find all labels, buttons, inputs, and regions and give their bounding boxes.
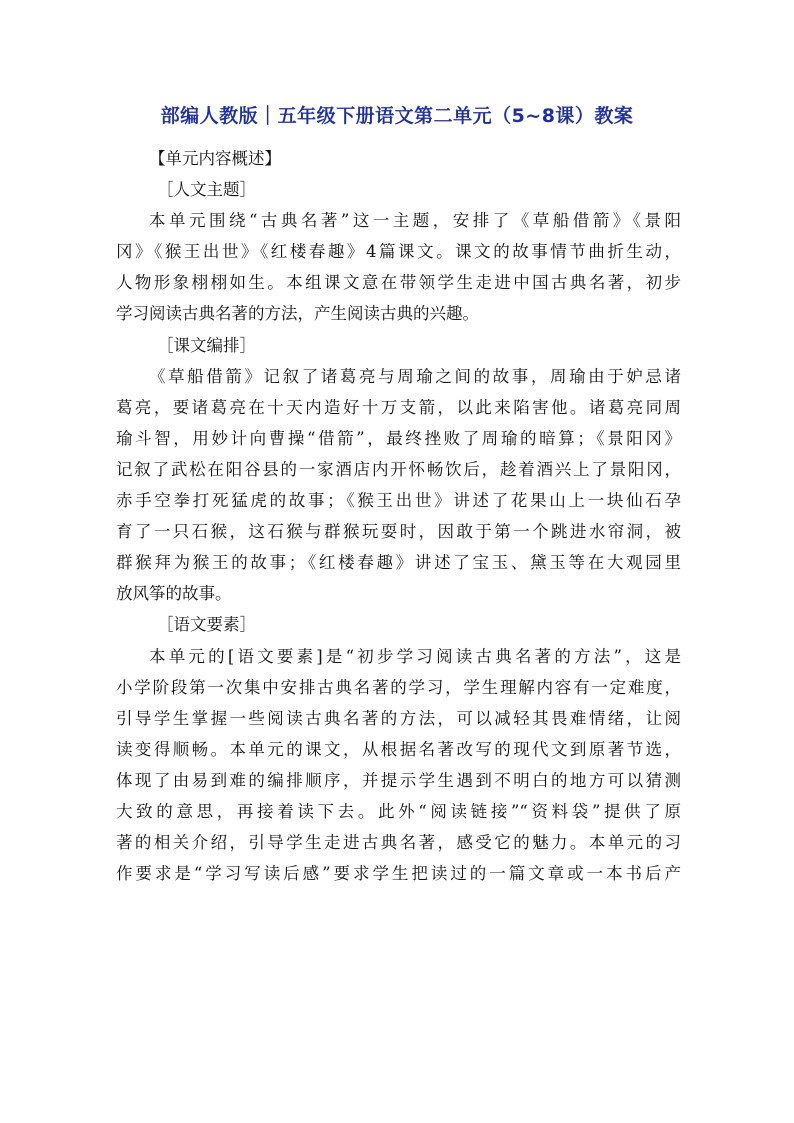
paragraph-line: 小学阶段第一次集中安排古典名著的学习，学生理解内容有一定难度， [116,677,681,697]
paragraph-line: 本单元围绕“古典名著”这一主题，安排了《草船借箭》《景阳 [149,211,681,231]
document-title: 部编人教版｜五年级下册语文第二单元（5~8课）教案 [160,105,634,127]
paragraph-line: 著的相关介绍，引导学生走进古典名著，感受它的魅力。本单元的习 [116,833,681,853]
paragraph-line: 记叙了武松在阳谷县的一家酒店内开怀畅饮后，趁着酒兴上了景阳冈， [116,459,681,479]
paragraph-line: 体现了由易到难的编排顺序，并提示学生遇到不明白的地方可以猜测 [116,770,681,790]
paragraph-line: 学习阅读古典名著的方法，产生阅读古典的兴趣。 [116,304,479,324]
paragraph-line: 人物形象栩栩如生。本组课文意在带领学生走进中国古典名著，初步 [116,273,681,293]
paragraph-line: 大致的意思，再接着读下去。此外“阅读链接”“资料袋”提供了原 [116,801,681,821]
document-body [116,143,681,889]
paragraph-line: 《草船借箭》记叙了诸葛亮与周瑜之间的故事，周瑜由于妒忌诸 [149,366,681,386]
paragraph-line: 引导学生掌握一些阅读古典名著的方法，可以减轻其畏难情绪，让阅 [116,708,681,728]
paragraph-line: 育了一只石猴，这石猴与群猴玩耍时，因敢于第一个跳进水帘洞，被 [116,522,681,542]
paragraph-line: 瑜斗智，用妙计向曹操“借箭”，最终挫败了周瑜的暗算；《景阳冈》 [116,428,681,448]
paragraph-line: 群猴拜为猴王的故事；《红楼春趣》讲述了宝玉、黛玉等在大观园里 [116,553,681,573]
paragraph-line: 放风筝的故事。 [116,584,232,604]
arrangement-heading: ［课文编排］ [157,335,256,355]
section-heading: 【单元内容概述】 [149,149,281,168]
paragraph-line: 作要求是“学习写读后感”要求学生把读过的一篇文章或一本书后产 [116,864,681,884]
paragraph-line: 本单元的[语文要素]是“初步学习阅读古典名著的方法”，这是 [149,646,681,666]
paragraph-line: 赤手空拳打死猛虎的故事；《猴王出世》讲述了花果山上一块仙石孕 [116,491,681,511]
paragraph-line: 冈》《猴王出世》《红楼春趣》4篇课文。课文的故事情节曲折生动， [116,242,681,262]
elements-heading: ［语文要素］ [157,615,256,635]
paragraph-line: 读变得顺畅。本单元的课文，从根据名著改写的现代文到原著节选， [116,739,681,759]
theme-heading: ［人文主题］ [157,180,256,200]
paragraph-line: 葛亮，要诸葛亮在十天内造好十万支箭，以此来陷害他。诸葛亮同周 [116,397,681,417]
